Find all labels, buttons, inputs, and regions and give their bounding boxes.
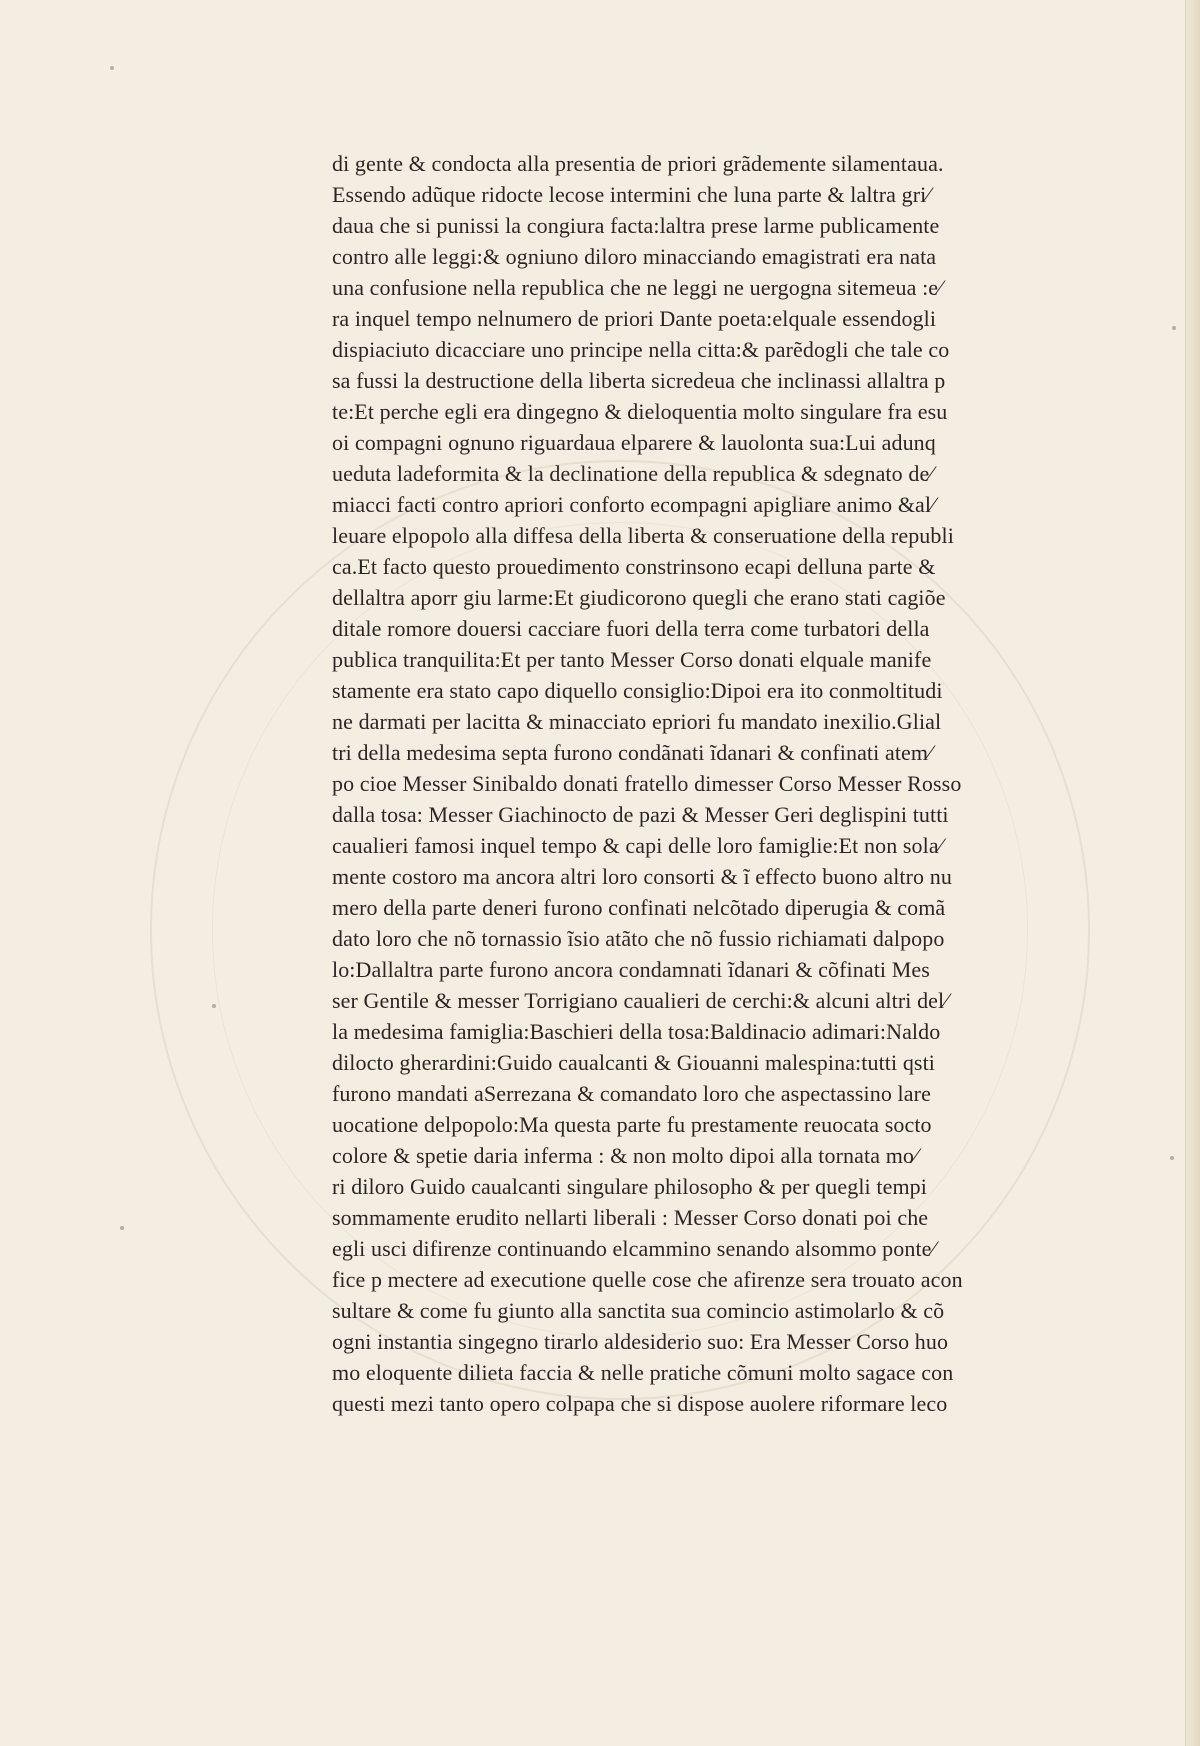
text-line: questi mezi tanto opero colpapa che si dispose auolere riformare leco: [332, 1391, 948, 1416]
text-line: uocatione delpopolo:Ma questa parte fu prestamente reuocata socto: [332, 1112, 932, 1137]
text-line: sa fussi la destructione della liberta sicredeua che inclinassi allaltra p: [332, 368, 946, 393]
text-line: ditale romore douersi cacciare fuori della terra come turbatori della: [332, 616, 930, 641]
text-line: daua che si punissi la congiura facta:laltra prese larme publicamente: [332, 213, 940, 238]
text-line: di gente & condocta alla presentia de priori grãdemente silamentaua.: [332, 151, 944, 176]
text-line: dato loro che nõ tornassio ĩsio atãto che nõ fussio richiamati dalpopo: [332, 926, 945, 951]
text-line: colore & spetie daria inferma : & non molto dipoi alla tornata mo⁄: [332, 1143, 918, 1168]
text-line: sommamente erudito nellarti liberali : Messer Corso donati poi che: [332, 1205, 929, 1230]
text-line: dalla tosa: Messer Giachinocto de pazi & Messer Geri deglispini tutti: [332, 802, 949, 827]
text-line: ne darmati per lacitta & minacciato epriori fu mandato inexilio.Glial: [332, 709, 942, 734]
page-edge: [1185, 0, 1200, 1746]
text-line: egli usci difirenze continuando elcammino senando alsommo ponte⁄: [332, 1236, 936, 1261]
text-line: stamente era stato capo diquello consiglio:Dipoi era ito conmoltitudi: [332, 678, 943, 703]
text-line: dellaltra aporr giu larme:Et giudicorono quegli che erano stati cagiõe: [332, 585, 946, 610]
text-line: ser Gentile & messer Torrigiano caualieri de cerchi:& alcuni altri del⁄: [332, 988, 949, 1013]
text-line: miacci facti contro apriori conforto ecompagni apigliare animo &al⁄: [332, 492, 935, 517]
text-line: dispiaciuto dicacciare uno principe nella citta:& parẽdogli che tale co: [332, 337, 950, 362]
text-line: ri diloro Guido caualcanti singulare philosopho & per quegli tempi: [332, 1174, 927, 1199]
text-line: publica tranquilita:Et per tanto Messer Corso donati elquale manife: [332, 647, 932, 672]
paper-speck: [1170, 1156, 1174, 1160]
text-body: [332, 148, 1092, 1419]
text-line: contro alle leggi:& ogniuno diloro minacciando emagistrati era nata: [332, 244, 937, 269]
paper-speck: [120, 1226, 124, 1230]
text-line: oi compagni ognuno riguardaua elparere & lauolonta sua:Lui adunq: [332, 430, 936, 455]
text-line: te:Et perche egli era dingegno & dieloquentia molto singulare fra esu: [332, 399, 948, 424]
paper-speck: [1172, 326, 1176, 330]
text-line: dilocto gherardini:Guido caualcanti & Giouanni malespina:tutti qsti: [332, 1050, 936, 1075]
text-line: Essendo adũque ridocte lecose intermini che luna parte & laltra gri⁄: [332, 182, 931, 207]
text-line: lo:Dallaltra parte furono ancora condamnati ĩdanari & cõfinati Mes: [332, 957, 930, 982]
text-line: mente costoro ma ancora altri loro consorti & ĩ effecto buono altro nu: [332, 864, 952, 889]
text-line: una confusione nella republica che ne leggi ne uergogna sitemeua :e⁄: [332, 275, 942, 300]
text-line: tri della medesima septa furono condãnati ĩdanari & confinati atem⁄: [332, 740, 932, 765]
text-line: po cioe Messer Sinibaldo donati fratello dimesser Corso Messer Rosso: [332, 771, 962, 796]
text-line: la medesima famiglia:Baschieri della tosa:Baldinacio adimari:Naldo: [332, 1019, 941, 1044]
text-line: ra inquel tempo nelnumero de priori Dante poeta:elquale essendogli: [332, 306, 937, 331]
text-line: furono mandati aSerrezana & comandato loro che aspectassino lare: [332, 1081, 931, 1106]
paper-speck: [110, 66, 114, 70]
text-line: sultare & come fu giunto alla sanctita sua comincio astimolarlo & cõ: [332, 1298, 945, 1323]
text-line: leuare elpopolo alla diffesa della liberta & conseruatione della republi: [332, 523, 954, 548]
text-line: ca.Et facto questo prouedimento constrinsono ecapi delluna parte &: [332, 554, 936, 579]
text-line: fice p mectere ad executione quelle cose che afirenze sera trouato acon: [332, 1267, 963, 1292]
text-line: ueduta ladeformita & la declinatione della republica & sdegnato de⁄: [332, 461, 934, 486]
paper-speck: [212, 1004, 216, 1008]
text-line: ogni instantia singegno tirarlo aldesiderio suo: Era Messer Corso huo: [332, 1329, 949, 1354]
text-line: caualieri famosi inquel tempo & capi delle loro famiglie:Et non sola⁄: [332, 833, 943, 858]
text-line: mo eloquente dilieta faccia & nelle pratiche cõmuni molto sagace con: [332, 1360, 954, 1385]
text-line: mero della parte deneri furono confinati nelcõtado diperugia & comã: [332, 895, 946, 920]
